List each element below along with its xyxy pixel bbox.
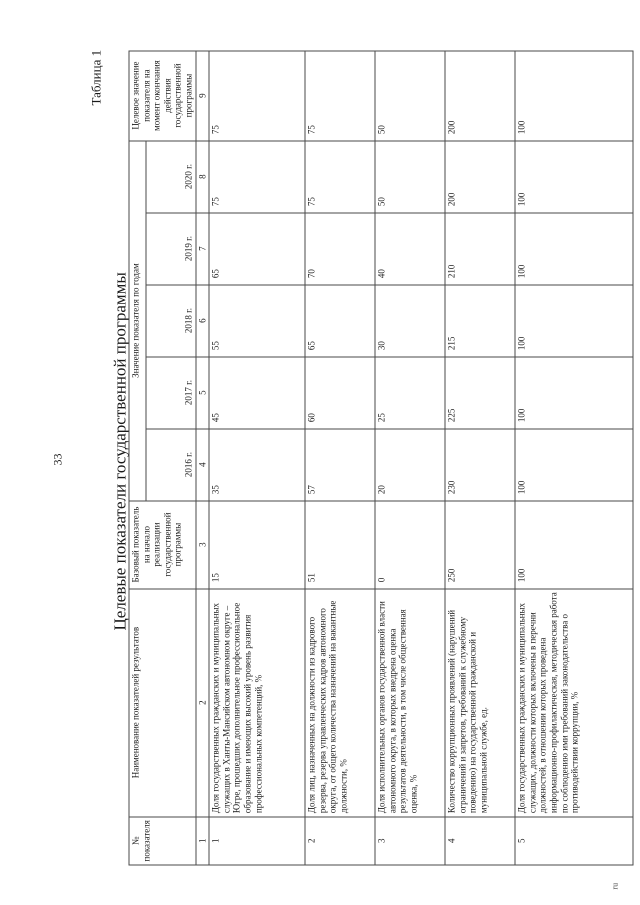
header-years-group: Значение показателя по годам bbox=[129, 140, 146, 500]
target-value: 100 bbox=[515, 50, 633, 140]
header-name: Наименование показателей результатов bbox=[129, 588, 196, 816]
row-number: 1 bbox=[209, 816, 305, 864]
column-number: 8 bbox=[195, 140, 209, 212]
base-value: 0 bbox=[375, 500, 445, 588]
column-number: 9 bbox=[195, 50, 209, 140]
column-number: 5 bbox=[195, 356, 209, 428]
row-number: 3 bbox=[375, 816, 445, 864]
column-number: 6 bbox=[195, 284, 209, 356]
base-value: 15 bbox=[209, 500, 305, 588]
base-value: 100 bbox=[515, 500, 633, 588]
row-number: 5 bbox=[515, 816, 633, 864]
year-value: 215 bbox=[445, 284, 515, 356]
year-value: 60 bbox=[305, 356, 375, 428]
year-value: 35 bbox=[209, 428, 305, 500]
year-value: 70 bbox=[305, 212, 375, 284]
document-heading: Целевые показатели государственной программы bbox=[110, 271, 129, 630]
indicator-name: Количество коррупционных проявлений (нарушений ограничений и запретов, требований к служебному поведению) на государственной гражданской и муниципальной службе, ед. bbox=[445, 588, 515, 816]
row-number: 4 bbox=[445, 816, 515, 864]
year-value: 50 bbox=[375, 140, 445, 212]
indicator-name: Доля государственных гражданских и муниципальных служащих, должности которых включены в перечни должностей, в отношении которых проведена информационно-профилактическая, методическая работа по соблюдению ими требований законодательства о противодействии коррупции, % bbox=[515, 588, 633, 816]
base-value: 250 bbox=[445, 500, 515, 588]
page-number: 33 bbox=[50, 453, 64, 465]
indicator-name: Доля лиц, назначенных на должности из кадрового резерва, резерва управленческих кадров автономного округа, от общего количества назначений на вакантные должности, % bbox=[305, 588, 375, 816]
year-value: 225 bbox=[445, 356, 515, 428]
header-num: № показателя bbox=[129, 816, 196, 864]
indicator-name: Доля государственных гражданских и муниципальных служащих в Ханты-Мансийском автономном округе – Югре, прошедших дополнительное профессиональное образование и имеющих высокий уровень развития профессиональных компетенций, % bbox=[209, 588, 305, 816]
year-value: 20 bbox=[375, 428, 445, 500]
header-base: Базовый показатель на начало реализации государственной программы bbox=[129, 500, 196, 588]
year-value: 100 bbox=[515, 284, 633, 356]
table-row bbox=[515, 50, 633, 864]
target-value: 75 bbox=[209, 50, 305, 140]
year-value: 30 bbox=[375, 284, 445, 356]
year-value: 40 bbox=[375, 212, 445, 284]
footer-mark: ru bbox=[610, 882, 619, 889]
target-value: 200 bbox=[445, 50, 515, 140]
table-row bbox=[209, 50, 305, 864]
year-value: 75 bbox=[209, 140, 305, 212]
header-year: 2016 г. bbox=[145, 428, 195, 500]
column-number: 1 bbox=[195, 816, 209, 864]
header-target: Целевое значение показателя на момент окончания действия государственной программы bbox=[129, 50, 196, 140]
year-value: 100 bbox=[515, 356, 633, 428]
base-value: 51 bbox=[305, 500, 375, 588]
year-value: 100 bbox=[515, 140, 633, 212]
target-value: 50 bbox=[375, 50, 445, 140]
table-row bbox=[445, 50, 515, 864]
header-year: 2018 г. bbox=[145, 284, 195, 356]
year-value: 45 bbox=[209, 356, 305, 428]
header-year: 2019 г. bbox=[145, 212, 195, 284]
row-number: 2 bbox=[305, 816, 375, 864]
column-number: 7 bbox=[195, 212, 209, 284]
target-indicators-table bbox=[128, 50, 633, 865]
year-value: 100 bbox=[515, 212, 633, 284]
target-value: 75 bbox=[305, 50, 375, 140]
year-value: 210 bbox=[445, 212, 515, 284]
table-label: Таблица 1 bbox=[88, 49, 103, 105]
header-row bbox=[129, 50, 146, 864]
column-numbers-row bbox=[195, 50, 209, 864]
table-row bbox=[375, 50, 445, 864]
year-value: 230 bbox=[445, 428, 515, 500]
year-value: 55 bbox=[209, 284, 305, 356]
indicator-name: Доля исполнительных органов государственной власти автономного округа, в которых внедрена оценка результатов деятельности, в том числе общественная оценка, % bbox=[375, 588, 445, 816]
header-year: 2020 г. bbox=[145, 140, 195, 212]
column-number: 3 bbox=[195, 500, 209, 588]
year-value: 100 bbox=[515, 428, 633, 500]
column-number: 4 bbox=[195, 428, 209, 500]
year-value: 65 bbox=[209, 212, 305, 284]
year-value: 57 bbox=[305, 428, 375, 500]
year-value: 200 bbox=[445, 140, 515, 212]
year-value: 75 bbox=[305, 140, 375, 212]
year-value: 25 bbox=[375, 356, 445, 428]
header-year: 2017 г. bbox=[145, 356, 195, 428]
table-row bbox=[305, 50, 375, 864]
column-number: 2 bbox=[195, 588, 209, 816]
year-value: 65 bbox=[305, 284, 375, 356]
